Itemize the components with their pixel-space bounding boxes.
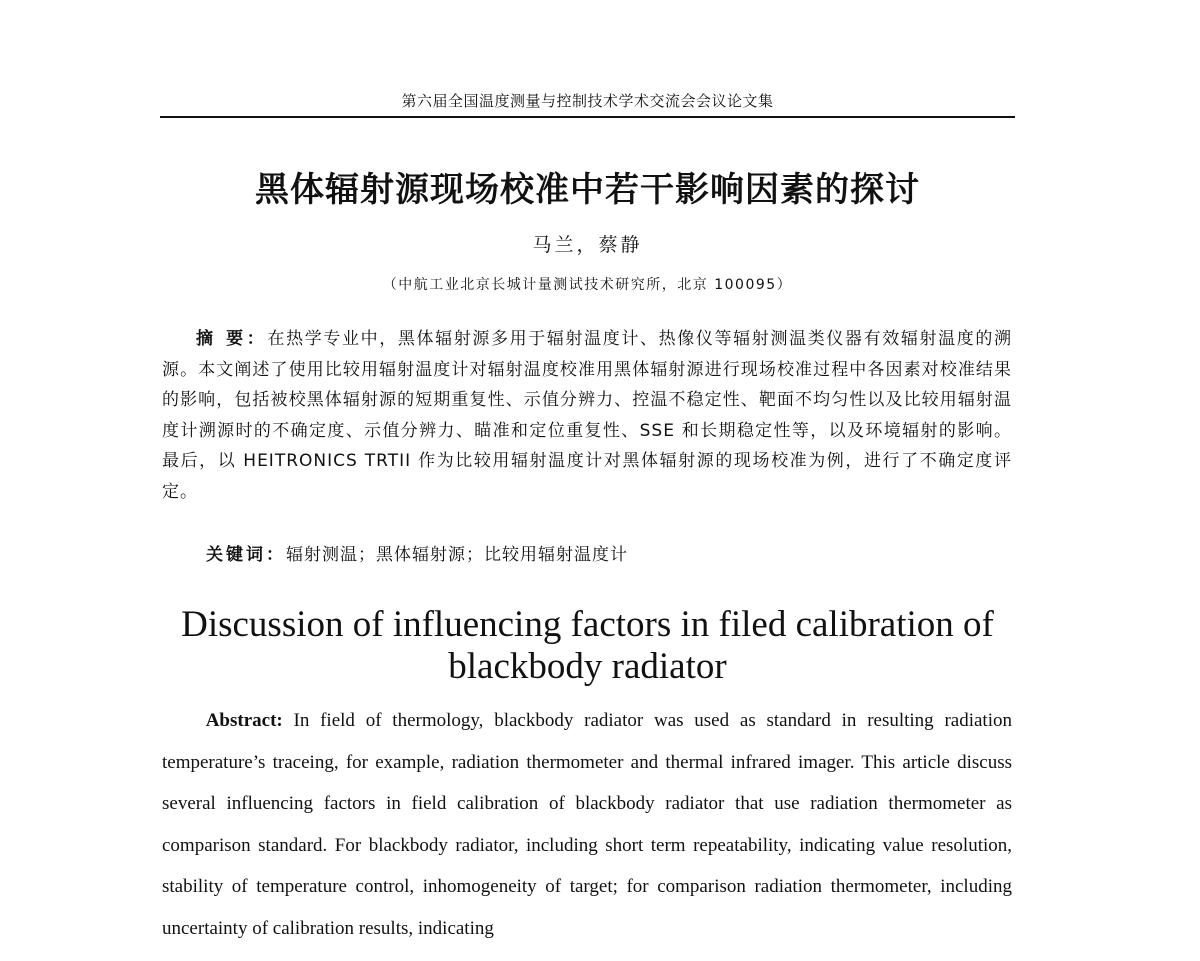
paper-title-en-line-1: Discussion of influencing factors in filed calibration of	[181, 604, 994, 645]
abstract-cn	[162, 324, 1012, 507]
paper-title-cn: 黑体辐射源现场校准中若干影响因素的探讨	[255, 170, 920, 210]
affiliation-cn: （中航工业北京长城计量测试技术研究所，北京 100095）	[382, 277, 793, 293]
abstract-cn-label: 摘 要：	[196, 329, 268, 349]
paper-title-en	[160, 604, 1015, 688]
authors-cn: 马兰，蔡静	[532, 234, 643, 256]
keywords-cn	[206, 540, 1012, 565]
paper-title-en-line-2: blackbody radiator	[448, 646, 727, 687]
abstract-en-text: In field of thermology, blackbody radiator was used as standard in resulting radiation temperature’s traceing, for example, radiation thermometer and thermal infrared imager. This article discuss several influencing factors in field calibration of blackbody radiator that use radiation thermometer as comparison standard. For blackbody radiator, including short term repeatability, indicating value resolution, stability of temperature control, inhomogeneity of target; for comparison radiation thermometer, including uncertainty of calibration results, indicating	[162, 710, 1012, 939]
abstract-en	[162, 700, 1012, 949]
abstract-en-label: Abstract:	[205, 710, 283, 731]
abstract-cn-text: 在热学专业中，黑体辐射源多用于辐射温度计、热像仪等辐射测温类仪器有效辐射温度的溯源。本文阐述了使用比较用辐射温度计对辐射温度校准用黑体辐射源进行现场校准过程中各因素对校准结果的影响，包括被校黑体辐射源的短期重复性、示值分辨力、控温不稳定性、靶面不均匀性以及比较用辐射温度计溯源时的不确定度、示值分辨力、瞄准和定位重复性、SSE 和长期稳定性等，以及环境辐射的影响。最后，以 HEITRONICS TRTII 作为比较用辐射温度计对黑体辐射源的现场校准为例，进行了不确定度评定。	[162, 329, 1012, 502]
header-rule	[160, 116, 1015, 118]
running-head: 第六届全国温度测量与控制技术学术交流会会议论文集	[401, 92, 774, 110]
keywords-cn-label: 关键词：	[206, 545, 286, 565]
keywords-cn-text: 辐射测温；黑体辐射源；比较用辐射温度计	[286, 545, 628, 565]
